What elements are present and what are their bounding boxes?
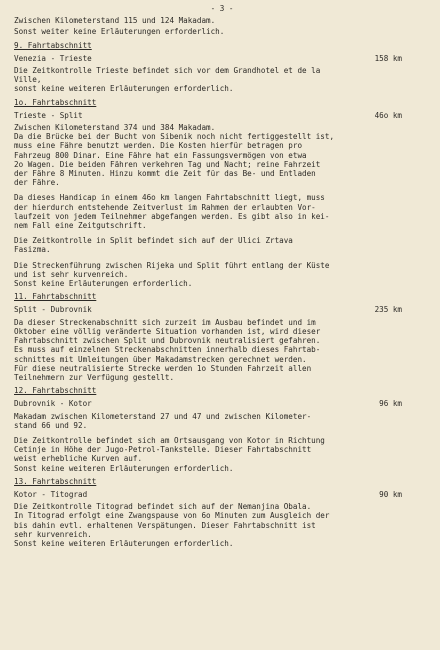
section-9 — [14, 41, 430, 94]
paragraph: Zwischen Kilometerstand 374 und 384 Makadam. Da die Brücke bei der Bucht von Sibenik noch nicht fertiggestellt ist, muss eine Fähre benutzt werden. Die Kosten hierfür betragen pro Fahrzeug 800 Dinar. Eine Fähre hat ein Fassungsvermögen von etwa 2o Wagen. Die beiden Fähren verkehren Tag und Nacht; reine Fahrzeit der Fähre 8 Minuten. Hinzu kommt die Zeit für das Be- und Entladen der Fähre. — [14, 123, 335, 188]
section-heading: 9. Fahrtabschnitt — [14, 40, 92, 50]
paragraph: Die Zeitkontrolle Trieste befindet sich vor dem Grandhotel et de la Ville, sonst keine weiteren Erläuterungen erforderlich. — [14, 66, 321, 94]
route-name: Trieste - Split — [14, 110, 83, 120]
route-line — [14, 111, 430, 120]
section-10 — [14, 98, 430, 289]
intro-line: Sonst weiter keine Erläuterungen erforderlich. — [14, 27, 225, 37]
section-heading: 13. Fahrtabschnitt — [14, 476, 97, 486]
route-line — [14, 54, 430, 63]
route-line — [14, 490, 430, 499]
route-distance: 46o km — [374, 110, 402, 120]
paragraph: Die Zeitkontrolle befindet sich am Ortsausgang von Kotor in Richtung Cetinje in Höhe der Jugo-Petrol-Tankstelle. Dieser Fahrtabschnitt weist erhebliche Kurven auf. Sonst keine weiteren Erläuterungen erforderlich. — [14, 435, 325, 473]
paragraph: Makadam zwischen Kilometerstand 27 und 47 und zwischen Kilometer- stand 66 und 92. — [14, 411, 312, 430]
route-name: Kotor - Titograd — [14, 489, 88, 499]
route-line — [14, 399, 430, 408]
paragraph: Die Zeitkontrolle Titograd befindet sich auf der Nemanjina Obala. In Titograd erfolgt eine Zwangspause von 6o Minuten zum Ausgleich der bis dahin evtl. erhaltenen Verspätungen. Dieser Fahrtabschnitt ist sehr kurvenreich. Sonst keine weiteren Erläuterungen erforderlich. — [14, 502, 330, 548]
route-distance: 235 km — [374, 305, 402, 315]
route-name: Dubrovnik - Kotor — [14, 399, 92, 409]
route-distance: 158 km — [374, 53, 402, 63]
page-number: - 3 - — [210, 4, 234, 13]
section-heading: 12. Fahrtabschnitt — [14, 386, 97, 396]
paragraph: Da dieses Handicap in einem 46o km langen Fahrtabschnitt liegt, muss der hierdurch entstehende Zeitverlust im Rahmen der erlaubten Vor- laufzeit von jedem Teilnehmer abgefangen werden. Es gibt also in kei- nem Fall eine Zeitgutschrift. — [14, 193, 330, 231]
paragraph: Die Streckenführung zwischen Rijeka und Split führt entlang der Küste und ist sehr kurvenreich. Sonst keine Erläuterungen erforderlich. — [14, 260, 330, 289]
route-distance: 96 km — [379, 399, 402, 409]
section-12 — [14, 386, 430, 473]
section-heading: 1o. Fahrtabschnitt — [14, 97, 97, 107]
paragraph: Die Zeitkontrolle in Split befindet sich auf der Ulici Zrtava Fasizma. — [14, 236, 293, 255]
intro-line: Zwischen Kilometerstand 115 und 124 Makadam. — [14, 16, 216, 26]
section-11 — [14, 292, 430, 382]
section-13 — [14, 477, 430, 548]
route-distance: 90 km — [379, 489, 402, 499]
route-name: Venezia - Trieste — [14, 53, 92, 63]
section-heading: 11. Fahrtabschnitt — [14, 292, 97, 302]
paragraph: Da dieser Streckenabschnitt sich zurzeit im Ausbau befindet und im Oktober eine völlig veränderte Situation vorhanden ist, wird dieser Fahrtabschnitt zwischen Split und Dubrovnik neutralisiert gefahren. Es muss auf einzelnen Streckenabschnitten innerhalb dieses Fahrtab- schnittes mit Umleitungen über Makadamstrecken gerechnet werden. Für diese neutralisierte Strecke werden 1o Stunden Fahrzeit allen Teilnehmern zur Verfügung gestellt. — [14, 317, 321, 382]
route-line — [14, 305, 430, 314]
route-name: Split - Dubrovnik — [14, 305, 92, 315]
